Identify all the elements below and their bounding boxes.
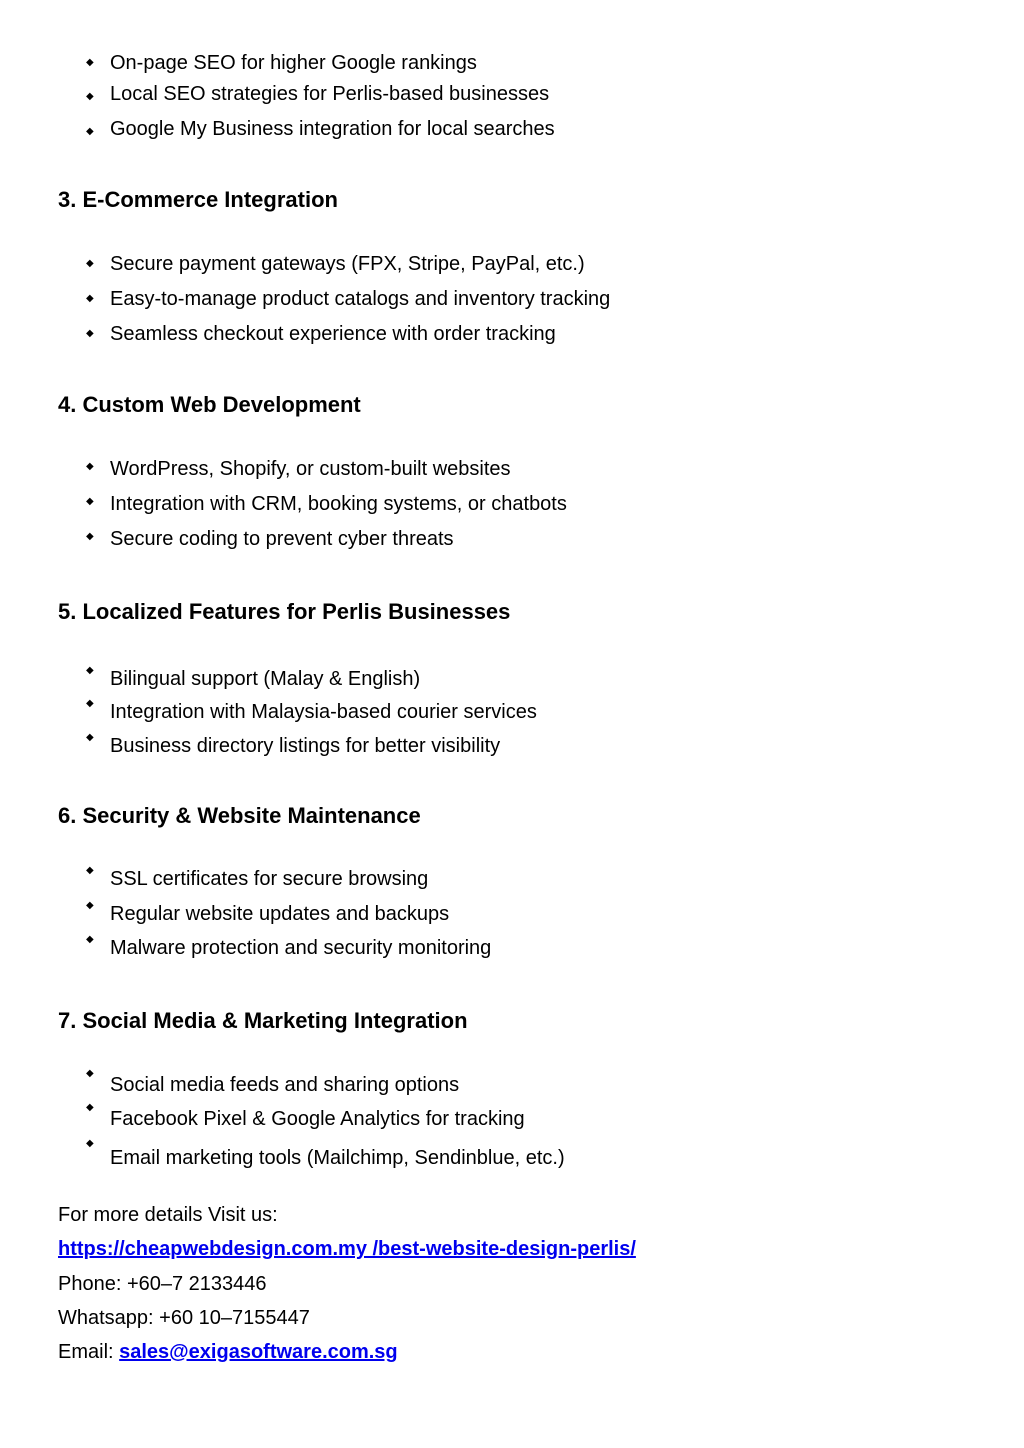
list-item (86, 250, 585, 278)
list-item (86, 49, 477, 77)
list-item (86, 665, 420, 693)
diamond-bullet-icon: ◆ (86, 461, 94, 472)
list-item-text: Secure coding to prevent cyber threats (110, 527, 454, 550)
list-item (86, 1068, 460, 1099)
list-item-text: Facebook Pixel & Google Analytics for tracking (110, 1107, 525, 1130)
website-link-row (58, 1238, 636, 1261)
diamond-bullet-icon: ◆ (86, 865, 94, 876)
list-item-text: Local SEO strategies for Perlis-based businesses (110, 82, 550, 105)
list-item-text: Business directory listings for better visibility (110, 734, 501, 757)
list-item (86, 1138, 565, 1172)
diamond-bullet-icon: ◆ (86, 328, 94, 339)
diamond-bullet-icon: ◆ (86, 1102, 94, 1113)
list-item (86, 1102, 525, 1133)
website-link[interactable]: https://cheapwebdesign.com.my /best-website-design-perlis/ (58, 1238, 636, 1260)
email-label: Email: (58, 1341, 120, 1363)
list-item-text: Seamless checkout experience with order tracking (110, 322, 556, 345)
list-item (86, 525, 454, 553)
list-item (86, 490, 567, 518)
list-item (86, 698, 537, 726)
list-item-text: Regular website updates and backups (110, 902, 450, 925)
list-item-text: Email marketing tools (Mailchimp, Sendinblue, etc.) (110, 1146, 565, 1169)
section-heading-social-media: 7. Social Media & Marketing Integration (58, 1008, 468, 1033)
list-item-text: Integration with CRM, booking systems, or chatbots (110, 492, 567, 515)
diamond-bullet-icon: ◆ (86, 1138, 94, 1149)
email-row (58, 1341, 398, 1364)
list-item-text: On-page SEO for higher Google rankings (110, 51, 477, 74)
list-item (86, 285, 610, 313)
section-heading-localized: 5. Localized Features for Perlis Businesses (58, 599, 511, 624)
diamond-bullet-icon: ◆ (86, 57, 94, 68)
diamond-bullet-icon: ◆ (86, 126, 94, 137)
list-item (86, 900, 449, 928)
list-item (86, 934, 491, 962)
list-item (86, 80, 549, 108)
whatsapp-number: Whatsapp: +60 10–7155447 (58, 1307, 310, 1329)
section-heading-security: 6. Security & Website Maintenance (58, 803, 421, 828)
list-item-text: Google My Business integration for local searches (110, 117, 555, 140)
diamond-bullet-icon: ◆ (86, 91, 94, 102)
list-item (86, 115, 555, 143)
list-item-text: WordPress, Shopify, or custom-built websites (110, 457, 511, 480)
email-link[interactable]: sales@exigasoftware.com.sg (119, 1341, 398, 1363)
diamond-bullet-icon: ◆ (86, 293, 94, 304)
list-item-text: Bilingual support (Malay & English) (110, 667, 421, 690)
list-item (86, 455, 511, 483)
list-item-text: Integration with Malaysia-based courier services (110, 700, 537, 723)
list-item-text: SSL certificates for secure browsing (110, 867, 429, 890)
diamond-bullet-icon: ◆ (86, 934, 94, 945)
list-item-text: Secure payment gateways (FPX, Stripe, PayPal, etc.) (110, 252, 585, 275)
list-item-text: Social media feeds and sharing options (110, 1073, 460, 1096)
section-heading-ecommerce: 3. E-Commerce Integration (58, 187, 338, 212)
diamond-bullet-icon: ◆ (86, 258, 94, 269)
list-item (86, 732, 500, 760)
diamond-bullet-icon: ◆ (86, 1068, 94, 1079)
diamond-bullet-icon: ◆ (86, 665, 94, 676)
list-item-text: Malware protection and security monitoring (110, 936, 492, 959)
contact-intro: For more details Visit us: (58, 1204, 278, 1226)
diamond-bullet-icon: ◆ (86, 496, 94, 507)
diamond-bullet-icon: ◆ (86, 732, 94, 743)
diamond-bullet-icon: ◆ (86, 900, 94, 911)
list-item (86, 865, 428, 893)
diamond-bullet-icon: ◆ (86, 531, 94, 542)
diamond-bullet-icon: ◆ (86, 698, 94, 709)
list-item (86, 320, 556, 348)
list-item-text: Easy-to-manage product catalogs and inventory tracking (110, 287, 611, 310)
section-heading-custom-web: 4. Custom Web Development (58, 392, 361, 417)
phone-number: Phone: +60–7 2133446 (58, 1273, 267, 1295)
